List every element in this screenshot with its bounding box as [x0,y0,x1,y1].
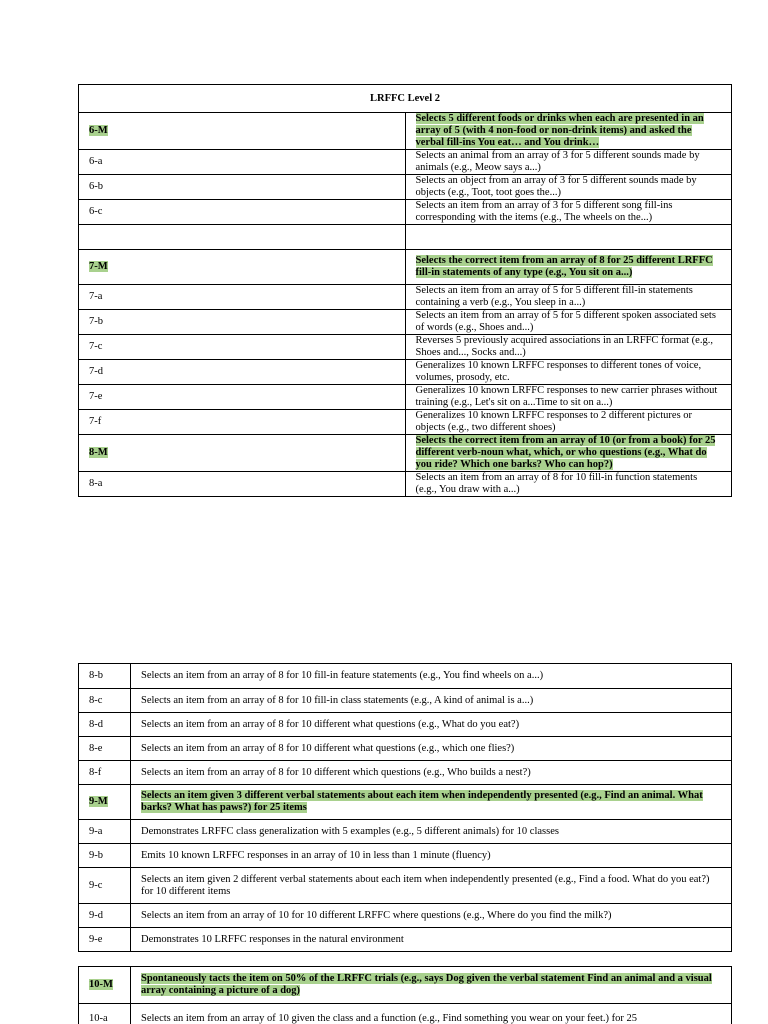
table-row [79,967,732,1004]
table-row [79,285,732,310]
row-text: Selects an item from an array of 10 for 10 different LRFFC where questions (e.g., Where do you find the milk?) [141,909,612,921]
row-code: 8-c [89,694,103,706]
table-row [79,175,732,200]
row-code: 9-b [89,849,103,861]
row-code: 6-c [89,206,103,217]
row-code: 7-f [89,416,102,427]
row-text: Demonstrates 10 LRFFC responses in the natural environment [141,933,404,945]
row-code: 7-b [89,316,103,327]
row-text: Generalizes 10 known LRFFC responses to 2 different pictures or objects (e.g., two different shoes) [415,410,693,433]
row-code: 9-e [89,933,103,945]
table-row [79,150,732,175]
row-text: Reverses 5 previously acquired associations in an LRFFC format (e.g., Shoes and..., Socks and...) [415,335,713,358]
row-text: Selects an item from an array of 3 for 5 different song fill-ins corresponding with the items (e.g., The wheels on the...) [415,200,673,223]
row-text: Selects an animal from an array of 3 for 5 different sounds made by animals (e.g., Meow says a...) [415,150,700,173]
row-text: Selects an item from an array of 8 for 10 fill-in class statements (e.g., A kind of animal is a...) [141,694,534,706]
row-text: Selects an object from an array of 3 for 5 different sounds made by objects (e.g., Toot, toot goes the...) [415,175,697,198]
table-row [79,713,732,737]
row-text [405,225,732,250]
table-row [79,820,732,844]
row-code: 8-e [89,742,103,754]
row-code: 8-d [89,718,103,730]
table-row [79,200,732,225]
table-row [79,664,732,689]
row-text: Selects an item from an array of 5 for 5 different spoken associated sets of words (e.g., Shoes and...) [415,310,716,333]
lrffc-table-part-1 [78,84,732,497]
row-text: Selects an item from an array of 8 for 10 different what questions (e.g., What do you eat?) [141,718,520,730]
table-row [79,689,732,713]
table-row [79,472,732,497]
table-row [79,335,732,360]
table-row [79,904,732,928]
table-row [79,785,732,820]
row-code: 7-d [89,366,103,377]
row-text: Selects an item from an array of 5 for 5 different fill-in statements containing a verb (e.g., You sleep in a...) [415,285,693,308]
row-code: 7-a [89,291,103,302]
table-row-empty [79,225,732,250]
row-code: 8-f [89,766,102,778]
row-text: Generalizes 10 known LRFFC responses to new carrier phrases without training (e.g., Let's sit on a...Time to sit on a...) [415,385,718,408]
row-text: Selects an item from an array of 10 given the class and a function (e.g., Find something you wear on your feet.) for 25 [141,1012,637,1024]
row-code: 10-M [89,979,113,990]
row-text: Selects 5 different foods or drinks when each are presented in an array of 5 (with 4 non-food or non-drink items) and asked the verbal fill-ins You eat… and You drink… [415,113,704,148]
row-text: Spontaneously tacts the item on 50% of the LRFFC trials (e.g., says Dog given the verbal statement Find an animal and a visual array containing a picture of a dog) [141,973,712,996]
row-text: Selects an item from an array of 8 for 10 fill-in feature statements (e.g., You find wheels on a...) [141,670,544,681]
table-row [79,113,732,150]
row-code: 10-a [89,1012,108,1024]
row-code: 9-M [89,796,108,807]
row-code [79,225,406,250]
row-text: Selects an item from an array of 8 for 10 fill-in function statements (e.g., You draw with a...) [415,472,698,495]
row-code: 8-b [89,670,103,681]
table-row [79,385,732,410]
table-row [79,310,732,335]
table-row [79,737,732,761]
row-text: Selects an item from an array of 8 for 10 different which questions (e.g., Who builds a nest?) [141,766,531,778]
table-row [79,761,732,785]
row-code: 6-b [89,181,103,192]
row-code: 8-a [89,478,103,489]
row-code: 6-M [89,125,108,136]
row-text: Selects the correct item from an array of 8 for 25 different LRFFC fill-in statements of any type (e.g., You sit on a...) [415,255,713,278]
row-text: Selects an item from an array of 8 for 10 different what questions (e.g., which one flies?) [141,742,515,754]
table-row [79,360,732,385]
row-text: Selects an item given 2 different verbal statements about each item when independently presented (e.g., Find a food. What do you eat?) for 10 different items [141,873,710,897]
row-code: 9-c [89,879,103,891]
row-code: 9-d [89,909,103,921]
row-code: 9-a [89,825,103,837]
table-row [79,844,732,868]
table-row [79,435,732,472]
lrffc-table-part-2 [78,663,732,952]
row-text: Selects the correct item from an array of 10 (or from a book) for 25 different verb-noun what, which, or who questions (e.g., What do you ride? Which one barks? Who can hop?) [415,435,716,470]
row-code: 7-c [89,341,103,352]
table-row [79,928,732,952]
lrffc-table-part-3 [78,966,732,1024]
table-row [79,868,732,904]
table-row [79,1004,732,1024]
row-text: Demonstrates LRFFC class generalization with 5 examples (e.g., 5 different animals) for 10 classes [141,825,559,837]
table-title: LRFFC Level 2 [79,85,732,113]
row-code: 7-e [89,391,103,402]
row-code: 7-M [89,261,108,272]
row-code: 6-a [89,156,103,167]
table-title-row [79,85,732,113]
row-text: Generalizes 10 known LRFFC responses to different tones of voice, volumes, prosody, etc. [415,360,702,383]
table-row [79,410,732,435]
row-text: Selects an item given 3 different verbal statements about each item when independently presented (e.g., Find an animal. What barks? What has paws?) for 25 items [141,790,703,813]
row-text: Emits 10 known LRFFC responses in an array of 10 in less than 1 minute (fluency) [141,849,491,861]
row-code: 8-M [89,447,108,458]
table-row [79,250,732,285]
